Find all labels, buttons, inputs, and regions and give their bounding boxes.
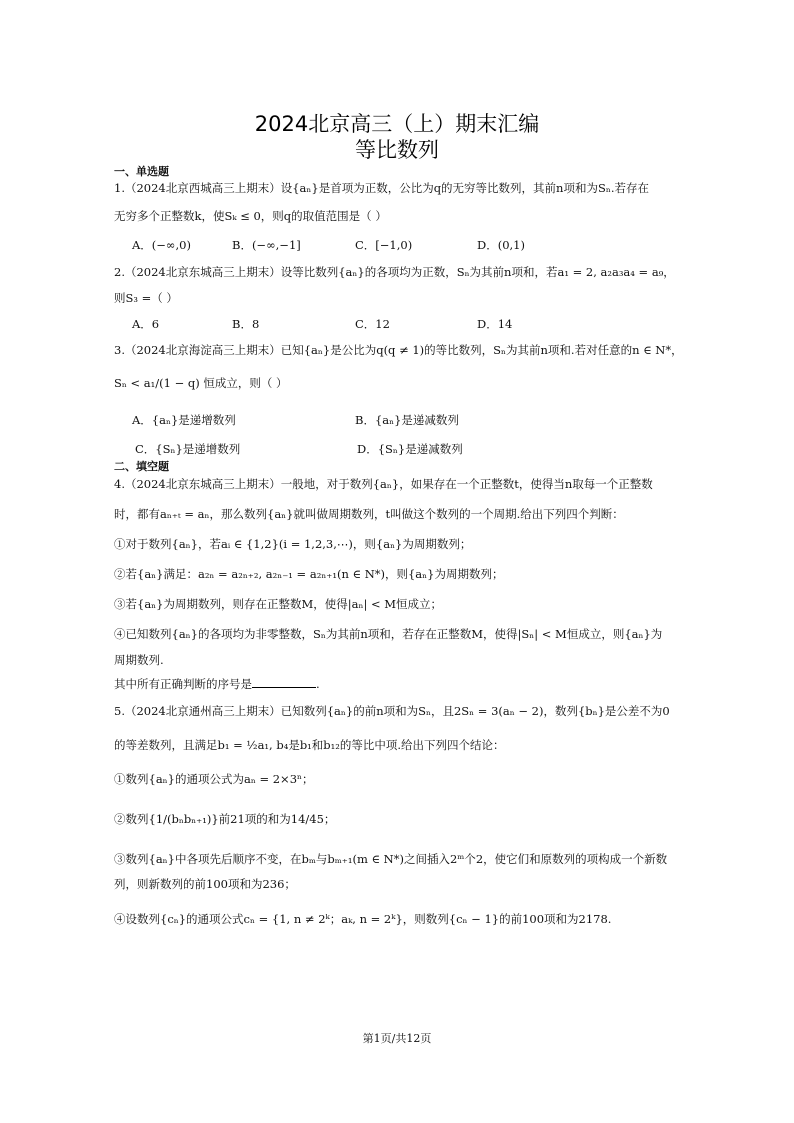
section-heading-fill-blank: 二、填空题 — [114, 460, 169, 473]
q4-statement-4-cont: 周期数列. — [114, 653, 164, 667]
q3-option-d: D．{Sₙ}是递减数列 — [357, 442, 463, 456]
q3-line2: Sₙ < a₁/(1 − q) 恒成立，则（ ） — [114, 376, 288, 390]
q2-option-c: C．12 — [355, 317, 390, 331]
q5-line2: 的等差数列，且满足b₁ = ½a₁, b₄是b₁和b₁₂的等比中项.给出下列四个结论： — [114, 738, 505, 752]
q1-line1: 1.（2024北京西城高三上期末）设{aₙ}是首项为正数，公比为q的无穷等比数列，其前n项和为Sₙ.若存在 — [114, 181, 649, 195]
q4-line2: 时，都有aₙ₊ₜ = aₙ，那么数列{aₙ}就叫做周期数列，t叫做这个数列的一个周期.给出下列四个判断： — [114, 507, 624, 521]
q1-option-d: D．(0,1) — [477, 238, 525, 252]
q2-option-a: A．6 — [132, 317, 160, 331]
q5-statement-2: ②数列{1/(bₙbₙ₊₁)}前21项的和为14/45； — [114, 812, 336, 826]
q4-statement-3: ③若{aₙ}为周期数列，则存在正整数M，使得|aₙ| < M恒成立； — [114, 597, 443, 611]
q3-option-b: B．{aₙ}是递减数列 — [355, 413, 459, 427]
q4-statement-2: ②若{aₙ}满足：a₂ₙ = a₂ₙ₊₂, a₂ₙ₋₁ = a₂ₙ₊₁(n ∈ N*)，则{aₙ}为周期数列； — [114, 567, 504, 581]
q2-line1: 2.（2024北京东城高三上期末）设等比数列{aₙ}的各项均为正数，Sₙ为其前n项和，若a₁ = 2, a₂a₃a₄ = a₉， — [114, 265, 675, 279]
page-subtitle: 等比数列 — [355, 138, 439, 162]
q5-statement-4: ④设数列{cₙ}的通项公式cₙ = {1, n ≠ 2ᵏ；aₖ, n = 2ᵏ}，则数列{cₙ − 1}的前100项和为2178. — [114, 912, 612, 926]
q5-statement-1: ①数列{aₙ}的通项公式为aₙ = 2×3ⁿ； — [114, 772, 314, 786]
answer-blank — [252, 676, 316, 688]
q3-option-c: C．{Sₙ}是递增数列 — [135, 442, 241, 456]
q4-question-end: . — [316, 677, 320, 691]
q1-option-a: A．(−∞,0) — [132, 238, 191, 252]
q2-option-b: B．8 — [232, 317, 260, 331]
q1-option-c: C．[−1,0) — [355, 238, 413, 252]
section-heading-single-choice: 一、单选题 — [114, 165, 169, 178]
q3-line1: 3.（2024北京海淀高三上期末）已知{aₙ}是公比为q(q ≠ 1)的等比数列，Sₙ为其前n项和.若对任意的n ∈ N*， — [114, 343, 683, 357]
page-footer: 第1页/共12页 — [362, 1032, 432, 1045]
q2-option-d: D．14 — [477, 317, 513, 331]
q4-question-text: 其中所有正确判断的序号是 — [114, 677, 252, 691]
q5-statement-3-cont: 列，则新数列的前100项和为236； — [114, 877, 296, 891]
q3-option-a: A．{aₙ}是递增数列 — [132, 413, 236, 427]
q2-line2: 则S₃ =（ ） — [114, 291, 178, 305]
page-title: 2024北京高三（上）期末汇编 — [254, 112, 540, 136]
q1-line2: 无穷多个正整数k，使Sₖ ≤ 0，则q的取值范围是（ ） — [114, 209, 387, 223]
q5-statement-3: ③数列{aₙ}中各项先后顺序不变，在bₘ与bₘ₊₁(m ∈ N*)之间插入2ᵐ个2，使它们和原数列的项构成一个新数 — [114, 852, 668, 866]
q4-statement-1: ①对于数列{aₙ}，若aᵢ ∈ {1,2}(i = 1,2,3,⋯)，则{aₙ}为周期数列； — [114, 537, 472, 551]
q4-statement-4: ④已知数列{aₙ}的各项均为非零整数，Sₙ为其前n项和，若存在正整数M，使得|Sₙ| < M恒成立，则{aₙ}为 — [114, 627, 663, 641]
q4-question — [114, 676, 320, 691]
q1-option-b: B．(−∞,−1] — [232, 238, 301, 252]
q4-line1: 4.（2024北京东城高三上期末）一般地，对于数列{aₙ}，如果存在一个正整数t，使得当n取每一个正整数 — [114, 477, 653, 491]
q5-line1: 5.（2024北京通州高三上期末）已知数列{aₙ}的前n项和为Sₙ，且2Sₙ = 3(aₙ − 2)，数列{bₙ}是公差不为0 — [114, 704, 670, 718]
